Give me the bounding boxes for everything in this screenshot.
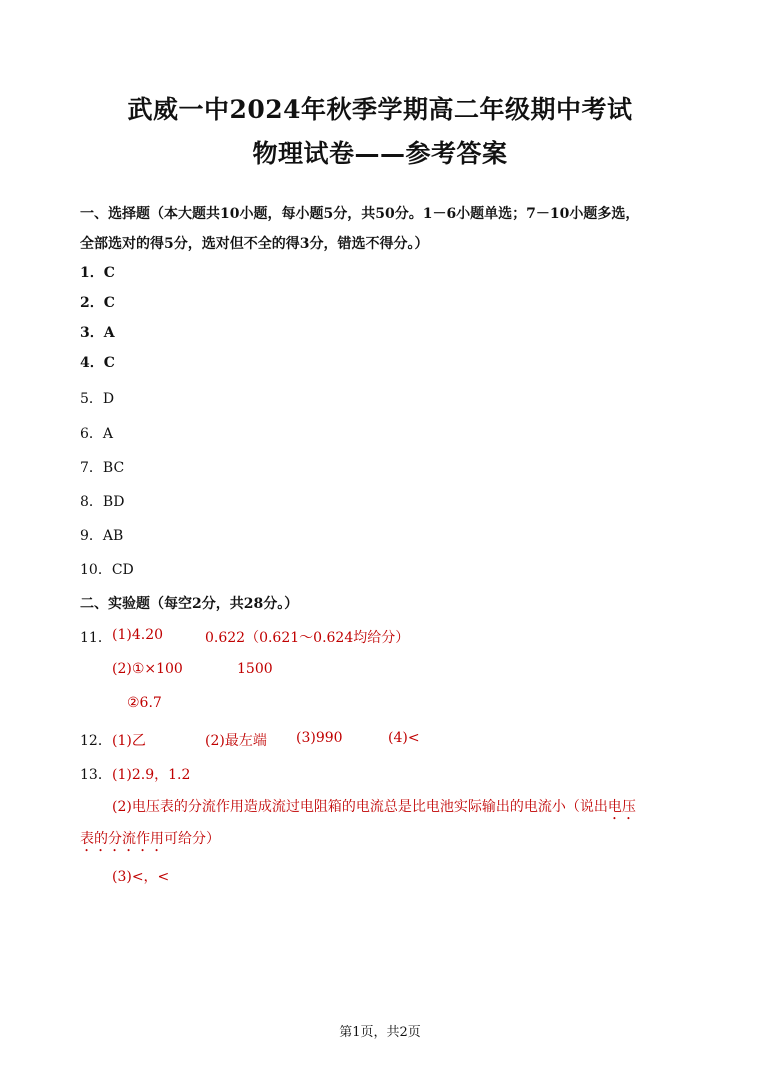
answer-row [80, 559, 134, 579]
answer-row [80, 388, 114, 408]
q13-part2-emphasis: 电压 [607, 799, 636, 815]
q12-answer-c: (3)990 [296, 730, 343, 746]
answer-row [80, 457, 124, 477]
answer-value: BD [102, 494, 125, 510]
answer-row [80, 423, 113, 443]
q13-part2-text: (2)电压表的分流作用造成流过电阻箱的电流总是比电池实际输出的电流小（说出 [112, 799, 608, 815]
answer-row [80, 262, 115, 282]
q11-part1-answer-b: 0.622（0.621～0.624均给分） [205, 630, 410, 646]
answer-num: 5． [80, 391, 103, 407]
answer-num: 3． [80, 325, 104, 341]
answer-value: BC [102, 460, 125, 476]
q11-number: 11． [80, 630, 112, 646]
answer-value: C [103, 295, 115, 311]
q12-answer-b: (2)最左端 [205, 733, 267, 749]
answer-row [80, 352, 115, 372]
answer-value: A [103, 325, 115, 341]
answer-num: 9． [80, 528, 103, 544]
q13-part1-answer: (1)2.9，1.2 [112, 767, 191, 783]
title-line-2: 物理试卷——参考答案 [252, 139, 508, 168]
answer-row [80, 292, 115, 312]
title-line-1: 武威一中2024年秋季学期高二年级期中考试 [127, 95, 633, 124]
q13-part2-answer-line2 [80, 828, 220, 855]
q11-part2-answer: (2)①×100 [112, 661, 183, 677]
q12-number: 12． [80, 733, 112, 749]
answer-num: 6． [80, 426, 103, 442]
section1-header-cont: 全部选对的得5分，选对但不全的得3分，错选不得分。） [80, 236, 429, 252]
answer-value: A [102, 426, 114, 442]
answer-row [80, 322, 115, 342]
answer-num: 8． [80, 494, 103, 510]
q13-part2-answer-line1 [112, 796, 636, 823]
answer-num: 1． [80, 265, 104, 281]
section2-header: 二、实验题（每空2分，共28分。） [80, 596, 299, 612]
answer-value: D [102, 391, 115, 407]
q11-part1-answer: (1)4.20 [112, 627, 164, 643]
answer-value: C [103, 355, 115, 371]
q13-part3-answer: (3)<，< [112, 869, 170, 885]
answer-value: C [103, 265, 115, 281]
q12-answer-a: (1)乙 [112, 733, 146, 749]
answer-num: 7． [80, 460, 103, 476]
answer-num: 10． [80, 562, 112, 578]
q13-part2-emphasis: 表的分流作用 [80, 831, 164, 847]
q12-answer-d: (4)< [388, 730, 420, 746]
answer-value: CD [111, 562, 134, 578]
answer-row [80, 525, 123, 545]
answer-num: 4． [80, 355, 104, 371]
q11-part3-answer: ②6.7 [127, 695, 162, 711]
answer-value: AB [102, 528, 124, 544]
section1-header: 一、选择题（本大题共10小题，每小题5分，共50分。1－6小题单选；7－10小题多选， [80, 206, 640, 222]
answer-row [80, 491, 124, 511]
q13-number: 13． [80, 767, 112, 783]
answer-num: 2． [80, 295, 104, 311]
page-footer: 第1页，共2页 [339, 1025, 421, 1040]
q11-part2-answer-b: 1500 [237, 661, 273, 677]
q13-part2-text: 可给分） [164, 831, 220, 847]
